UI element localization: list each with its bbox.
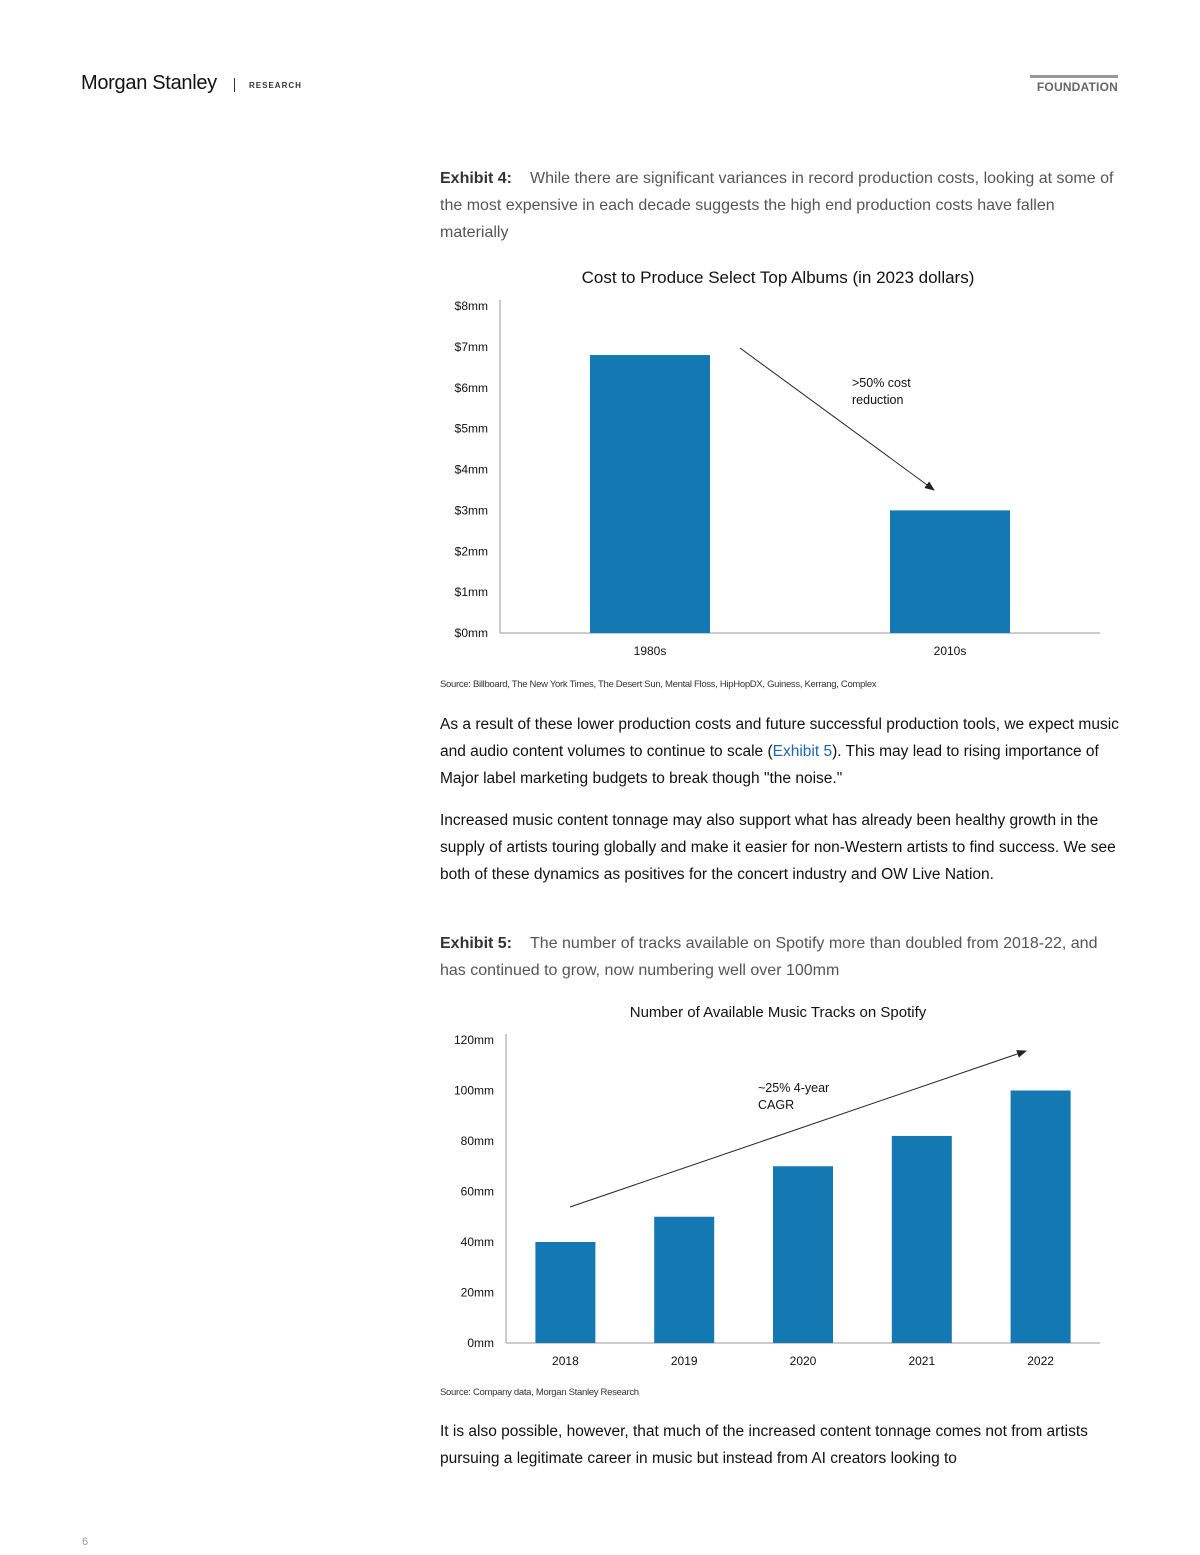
exhibit-4-bar <box>890 510 1010 633</box>
exhibit-4-bar <box>590 355 710 633</box>
exhibit-5-bar <box>773 1166 833 1343</box>
paragraph-1 <box>440 711 1120 792</box>
exhibit-4-arrow <box>740 348 934 490</box>
exhibit-5-y-tick-label: 80mm <box>460 1134 494 1148</box>
exhibit-5-bar <box>654 1217 714 1343</box>
exhibit-5-caption <box>440 930 1120 984</box>
exhibit-4-label: Exhibit 4: <box>440 170 513 187</box>
exhibit-4-y-tick-label: $7mm <box>454 339 488 354</box>
paragraph-3-text: It is also possible, however, that much of the increased content tonnage comes not from artists pursuing a legitimate career in music but instead from AI creators looking to <box>440 1423 1088 1467</box>
exhibit-5-bar <box>892 1136 952 1343</box>
exhibit-5-link[interactable]: Exhibit 5 <box>772 743 833 760</box>
page-number: 6 <box>82 1536 89 1548</box>
exhibit-4-y-tick-label: $6mm <box>454 380 488 395</box>
paragraph-1-text-b: ). This may lead to rising importance of Major label marketing budgets to break though "the noise." <box>440 743 1099 787</box>
exhibit-4-y-tick-label: $4mm <box>454 462 488 477</box>
exhibit-5-y-tick-label: 0mm <box>467 1336 494 1350</box>
exhibit-5-x-tick-label: 2018 <box>552 1354 579 1368</box>
paragraph-2 <box>440 807 1120 888</box>
exhibit-5-x-tick-label: 2019 <box>670 1354 698 1368</box>
exhibit-4-annotation: >50% cost <box>852 376 911 390</box>
exhibit-5-y-tick-label: 40mm <box>460 1235 494 1249</box>
header-divider <box>234 78 235 92</box>
section-label: RESEARCH <box>249 81 302 90</box>
exhibit-4-x-tick-label: 1980s <box>633 644 667 658</box>
paragraph-3 <box>440 1418 1120 1472</box>
exhibit-5-y-tick-label: 20mm <box>460 1285 494 1300</box>
exhibit-5-y-tick-label: 60mm <box>460 1184 494 1199</box>
exhibit-4-x-tick-label: 2010s <box>933 644 967 658</box>
exhibit-5-bar <box>1011 1091 1071 1344</box>
exhibit-4-y-tick-label: $1mm <box>454 585 488 600</box>
exhibit-4-y-tick-label: $8mm <box>454 299 488 313</box>
exhibit-5-text: The number of tracks available on Spotify more than doubled from 2018-22, and has continued to grow, now numbering well over 100mm <box>440 935 1098 979</box>
paragraph-2-text: Increased music content tonnage may also support what has already been healthy growth in the supply of artists touring globally and make it easier for non-Western artists to find success. We see both of these dynamics as positives for the concert industry and OW Live Nation. <box>440 812 1116 883</box>
exhibit-5-x-tick-label: 2021 <box>908 1354 936 1368</box>
brand-logo: Morgan Stanley <box>81 72 217 94</box>
foundation-tag: FOUNDATION <box>1036 80 1118 94</box>
paragraph-1-text-a: As a result of these lower production costs and future successful production tools, we expect music and audio content volumes to continue to scale ( <box>440 716 1119 760</box>
exhibit-5-label: Exhibit 5: <box>440 935 513 952</box>
exhibit-4-chart <box>430 255 1120 670</box>
tag-rule <box>1030 75 1118 78</box>
exhibit-4-text: While there are significant variances in record production costs, looking at some of the most expensive in each decade suggests the high end production costs have fallen materially <box>440 170 1114 241</box>
exhibit-4-y-tick-label: $0mm <box>454 626 488 640</box>
exhibit-4-y-tick-label: $5mm <box>454 421 488 436</box>
exhibit-4-title: Cost to Produce Select Top Albums (in 2023 dollars) <box>581 268 975 287</box>
exhibit-5-chart <box>430 995 1120 1375</box>
exhibit-5-title: Number of Available Music Tracks on Spotify <box>629 1004 927 1021</box>
exhibit-4-annotation: reduction <box>852 393 904 407</box>
exhibit-4-caption <box>440 165 1120 246</box>
exhibit-5-y-tick-label: 120mm <box>453 1033 494 1047</box>
exhibit-4-source: Source: Billboard, The New York Times, The Desert Sun, Mental Floss, HipHopDX, Guiness, Kerrang, Complex <box>440 679 877 690</box>
exhibit-4-y-tick-label: $3mm <box>454 503 488 518</box>
exhibit-5-x-tick-label: 2020 <box>789 1354 817 1368</box>
exhibit-5-source: Source: Company data, Morgan Stanley Research <box>440 1387 639 1398</box>
exhibit-5-annotation: CAGR <box>758 1098 795 1112</box>
exhibit-4-y-tick-label: $2mm <box>454 544 488 559</box>
exhibit-5-y-tick-label: 100mm <box>453 1083 494 1098</box>
exhibit-5-bar <box>535 1242 595 1343</box>
exhibit-5-x-tick-label: 2022 <box>1027 1354 1054 1368</box>
exhibit-5-annotation: ~25% 4-year <box>758 1081 830 1095</box>
